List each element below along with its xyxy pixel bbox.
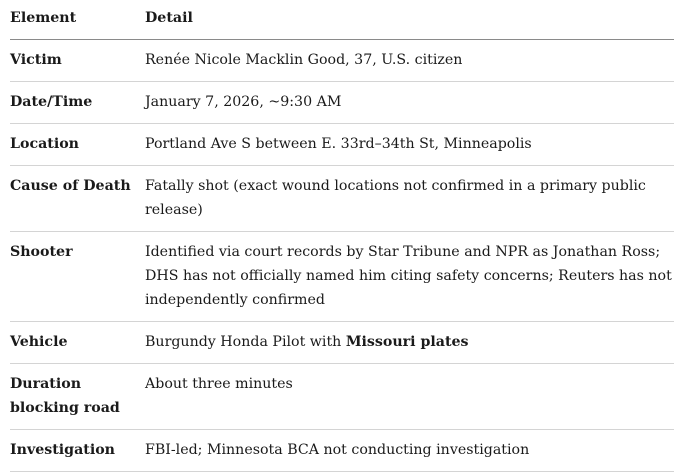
row-label: Location (10, 124, 145, 166)
row-label: Investigation (10, 430, 145, 472)
row-detail: About three minutes (145, 364, 674, 430)
table-row (10, 364, 674, 430)
row-detail: January 7, 2026, ~9:30 AM (145, 82, 674, 124)
row-detail (145, 322, 674, 364)
vehicle-description: Burgundy Honda Pilot with (145, 334, 346, 350)
table-row (10, 322, 674, 364)
row-detail: Identified via court records by Star Tribune and NPR as Jonathan Ross; DHS has not officially named him citing safety concerns; Reuters has not independently confirmed (145, 232, 674, 322)
table-row (10, 82, 674, 124)
row-label: Cause of Death (10, 166, 145, 232)
row-label: Vehicle (10, 322, 145, 364)
row-detail: Fatally shot (exact wound locations not confirmed in a primary public release) (145, 166, 674, 232)
table-row (10, 124, 674, 166)
table-header-row (10, 0, 674, 40)
table-row (10, 430, 674, 472)
row-label: Shooter (10, 232, 145, 322)
table-row (10, 232, 674, 322)
column-header-detail: Detail (145, 0, 674, 40)
vehicle-plates: Missouri plates (345, 334, 469, 350)
row-detail: Renée Nicole Macklin Good, 37, U.S. citizen (145, 40, 674, 82)
row-label: Victim (10, 40, 145, 82)
table-row (10, 166, 674, 232)
column-header-element: Element (10, 0, 145, 40)
facts-table (10, 0, 674, 472)
row-label: Duration blocking road (10, 364, 145, 430)
row-detail: FBI-led; Minnesota BCA not conducting investigation (145, 430, 674, 472)
table-row (10, 40, 674, 82)
row-detail: Portland Ave S between E. 33rd–34th St, Minneapolis (145, 124, 674, 166)
row-label: Date/Time (10, 82, 145, 124)
